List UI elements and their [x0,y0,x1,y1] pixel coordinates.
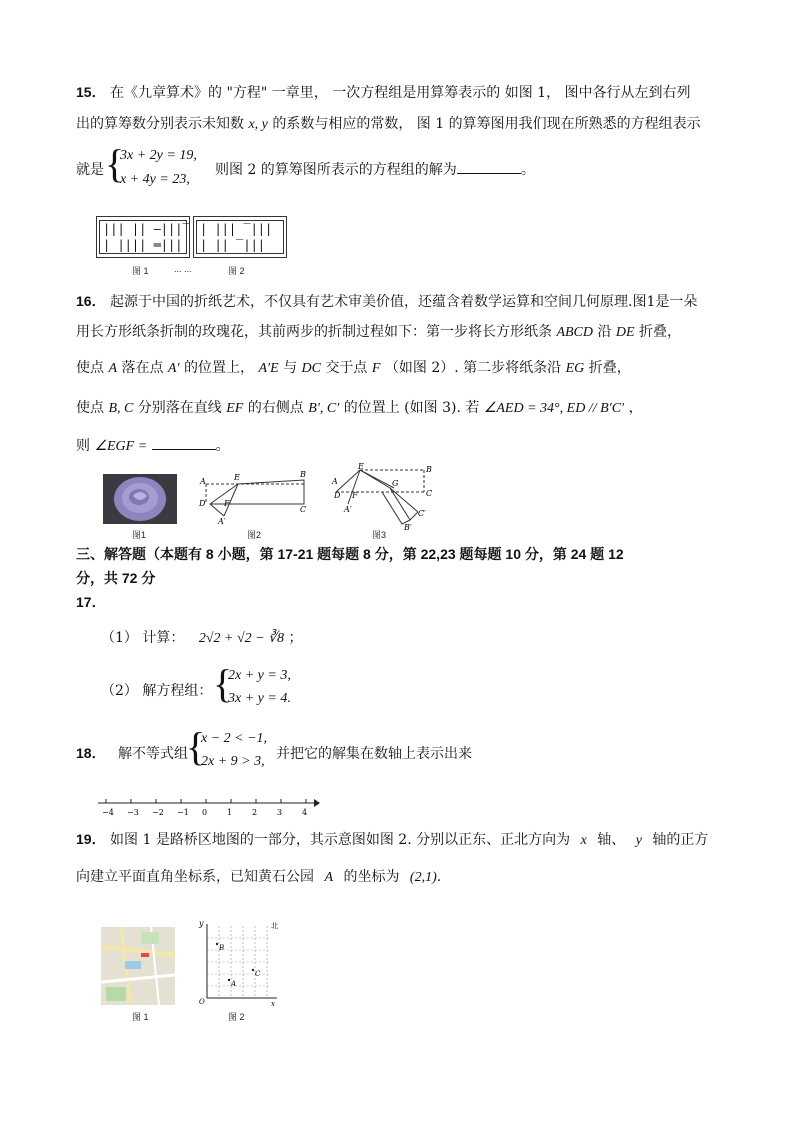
point-label: B′ [404,523,412,530]
inequality: x − 2 < −1, [201,731,268,746]
point-label: D [334,491,341,500]
math-label: x [580,833,587,848]
point-label: A [332,477,338,486]
figure-caption: 图 1 [132,266,149,276]
section-heading: 分，共 72 分 [76,570,156,586]
math-condition: ∠AED = 34°, ED // B′C′ [483,401,625,416]
equation: x + 4y = 23, [120,172,190,187]
q16-text: 使点 [76,400,104,416]
axis-label: y [199,919,204,928]
q15-text: 的系数与相应的常数， 图 1 的算筹图用我们现在所熟悉的方程组表示 [272,116,701,132]
q15-line1 [76,82,691,103]
fold-figure-2 [196,464,316,526]
period: 。 [520,162,535,178]
math-label: DC [301,361,321,376]
q17-part2 [101,680,212,700]
figure-caption: 图 2 [228,1012,245,1022]
point-label: F [224,499,230,508]
part-label: （2） [101,683,138,699]
tick-label: −1 [177,808,189,817]
point-label: A [200,477,206,486]
q15-line2 [76,114,701,135]
q17-part1 [101,627,302,647]
q19-line1 [76,829,708,851]
q16-text: 分别落在直线 [137,400,222,416]
north-label: 北 [271,922,278,930]
point-label: B [300,470,306,479]
q16-text: 的位置上， [184,360,254,376]
q16-text: 落在点 [121,360,164,376]
figure-caption: 图1 [132,530,147,540]
equation: 3x + 2y = 19, [120,148,197,163]
q18-line1a [76,743,188,763]
point-label: D [199,499,206,508]
q19-text: 如图 1 是路桥区地图的一部分，其示意图如图 2. 分别以正东、正北方向为 [110,832,571,848]
system-brace: { [186,724,206,769]
point-label: C [426,489,433,498]
point-label: E [234,473,240,482]
tick-label: 2 [252,808,258,817]
equation: 3x + y = 4. [228,691,291,706]
rod-row: | |||| ═||| [103,238,183,252]
math-label: DE [615,325,635,340]
q16-text: 折叠， [588,360,631,376]
q16-text: 沿 [597,324,612,340]
period: . [436,869,442,885]
figure-caption: 图3 [372,530,387,540]
part-label: （1） [101,630,138,646]
q16-text: 与 [283,360,298,376]
point-label: G [392,479,399,488]
q15-text: 则图 2 的算筹图所表示的方程组的解为 [215,162,457,178]
rose-photo [103,474,177,524]
q19-text: 轴、 [597,832,626,848]
tick-label: −4 [102,808,114,817]
q15-line3b [215,159,535,179]
q19-text: 向建立平面直角坐标系，已知黄石公园 [76,869,314,885]
point-label: B [219,944,225,952]
system-brace: { [105,141,125,186]
question-number: 17． [76,594,106,610]
rose-image [103,474,177,524]
fold-figure-3 [330,462,440,530]
math-label: ABCD [556,325,594,340]
q17-text: 解方程组： [142,683,213,699]
math-label: F [371,361,381,376]
math-label: A [108,361,118,376]
axis-label: x [271,1000,275,1008]
point-label: E [358,462,364,471]
q16-line2 [76,322,681,343]
q19-text: 轴的正方 [652,832,709,848]
math-label: B′, C′ [308,401,340,416]
question-number: 18． [76,745,106,761]
q19-line2 [76,867,441,888]
math-label: y [635,833,642,848]
system-brace: { [213,661,233,706]
q16-line3 [76,358,631,379]
point-label: A′ [218,517,226,526]
q16-text: 的右侧点 [247,400,304,416]
q16-text: ， [628,400,643,416]
figure-dots: ... ... [174,264,192,274]
coordinate-grid [193,918,283,1010]
map-drawing [101,927,175,1005]
q16-text: （如图 2）. 第二步将纸条沿 [384,360,562,376]
q16-text: 使点 [76,360,104,376]
math-label: EF [226,401,244,416]
tick-label: 1 [227,808,233,817]
math-label: A′ [167,361,180,376]
math-label: ∠EGF = [94,439,148,454]
figure-caption: 图2 [247,530,262,540]
q15-text: 在《九章算术》的 "方程" 一章里， 一次方程组是用算筹表示的 如图 1， 图中各行从左到右列 [110,85,691,101]
q16-text: 则 [76,438,90,454]
point-label: B [426,465,432,474]
inequality: 2x + 9 > 3, [201,754,265,769]
equation: 2x + y = 3, [228,668,291,683]
point-label: C′ [418,509,426,518]
rod-figure-2 [193,216,287,258]
question-number: 16． [76,293,106,309]
tick-label: −3 [127,808,139,817]
q15-line3a: 就是 [76,162,104,178]
math-label: A [324,870,334,885]
figure-caption: 图 1 [132,1012,149,1022]
point-label: C [300,505,307,514]
tick-label: 3 [277,808,283,817]
rod-row: | ||| ‾||| [200,222,273,236]
q16-text: 起源于中国的折纸艺术，不仅具有艺术审美价值，还蕴含着数学运算和空间几何原理.图1是一朵 [110,294,698,310]
tick-label: 0 [202,808,208,817]
math-expression: 2√2 + √2 − ∛8 [198,631,285,646]
section-heading: 三、解答题（本题有 8 小题，第 17-21 题每题 8 分，第 22,23 题每题 10 分，第 24 题 12 [76,546,624,562]
q16-line5 [76,435,230,457]
q16-text: 用长方形纸条折制的玫瑰花，其前两步的折制过程如下：第一步将长方形纸条 [76,324,552,340]
math-label: A′E [258,361,279,376]
answer-blank[interactable] [457,159,521,174]
rod-figure-1 [96,216,190,258]
rod-row: ||| || —|||‾ [103,222,190,236]
q16-text: 的位置上 (如图 3). 若 [343,400,480,416]
point-label: C [255,970,261,978]
q18-text: 并把它的解集在数轴上表示出来 [276,746,472,762]
q17-header [76,592,106,613]
math-label: EG [565,361,585,376]
rod-row: | || ‾||| [200,238,266,252]
q18-text: 解不等式组 [118,746,189,762]
q19-text: 的坐标为 [343,869,400,885]
origin-label: O [199,998,205,1006]
point-label: A [231,980,237,988]
point-label: A′ [344,505,352,514]
question-number: 19． [76,831,106,847]
tick-label: 4 [302,808,308,817]
figure-caption: 图 2 [228,266,245,276]
q16-text: 折叠， [639,324,682,340]
coordinate: (2,1) [409,870,437,885]
period: 。 [215,438,230,454]
answer-blank[interactable] [152,435,216,450]
q16-text: 交于点 [325,360,368,376]
q16-line4 [76,398,643,419]
map-image [101,927,175,1005]
math-label: B, C [108,401,134,416]
q16-line1 [76,291,697,312]
point-label: F [352,491,358,500]
q17-text: 计算： [142,630,185,646]
q15-text: 出的算筹数分别表示未知数 [76,116,244,132]
q17-text: ； [288,630,303,646]
question-number: 15． [76,84,106,100]
number-line[interactable] [96,795,322,819]
tick-label: −2 [152,808,164,817]
variables: x, y [248,117,268,132]
